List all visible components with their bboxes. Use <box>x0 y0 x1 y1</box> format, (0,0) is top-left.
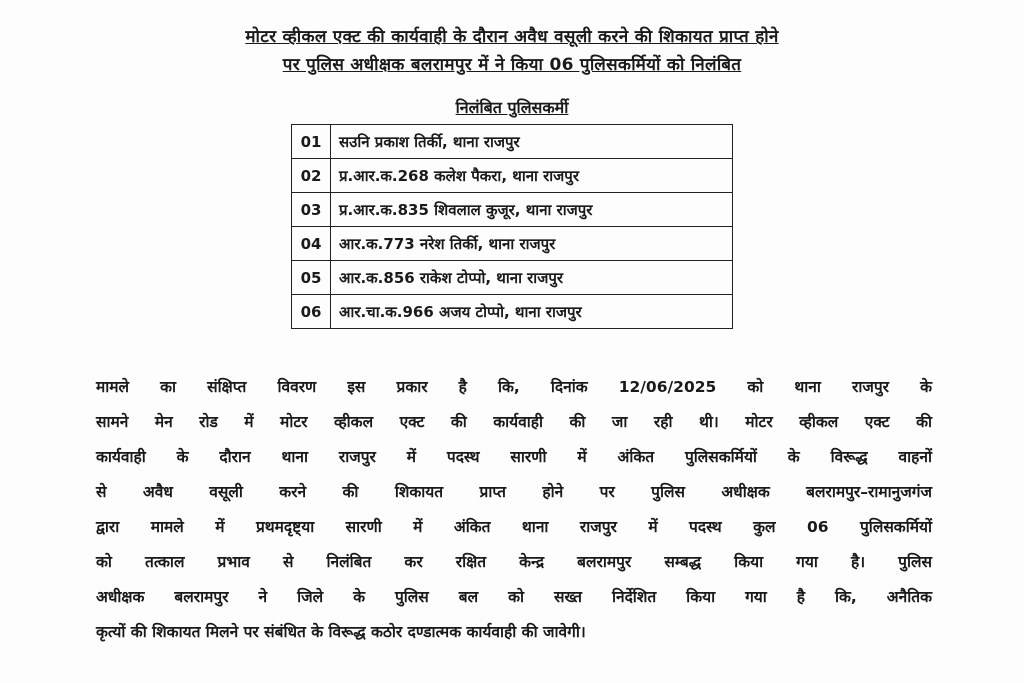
paragraph-line: अधीक्षक बलरामपुर ने जिले के पुलिस बल को सख्त निर्देशित किया गया है कि, अनैतिक <box>96 588 932 606</box>
row-number: 03 <box>292 193 331 227</box>
row-number: 01 <box>292 125 331 159</box>
case-summary-paragraph <box>96 370 932 650</box>
suspended-officers-table <box>291 124 733 329</box>
paragraph-line: कृत्यों की शिकायत मिलने पर संबंधित के विरूद्ध कठोर दण्डात्मक कार्यवाही की जावेगी। <box>96 623 586 641</box>
headline-line-2: पर पुलिस अधीक्षक बलरामपुर में ने किया 06 पुलिसकर्मियों को निलंबित <box>282 55 742 75</box>
officer-entry: सउनि प्रकाश तिर्की, थाना राजपुर <box>331 125 733 159</box>
table-row <box>292 193 733 227</box>
row-number: 02 <box>292 159 331 193</box>
table-row <box>292 125 733 159</box>
officer-entry: आर.क.773 नरेश तिर्की, थाना राजपुर <box>331 227 733 261</box>
table-row <box>292 261 733 295</box>
suspended-officers-heading: निलंबित पुलिसकर्मी <box>455 98 569 117</box>
headline-line-1: मोटर व्हीकल एक्ट की कार्यवाही के दौरान अवैध वसूली करने की शिकायत प्राप्त होने <box>245 27 779 47</box>
row-number: 05 <box>292 261 331 295</box>
table-row <box>292 295 733 329</box>
paragraph-line: को तत्काल प्रभाव से निलंबित कर रक्षित केन्द्र बलरामपुर सम्बद्ध किया गया है। पुलिस <box>96 553 932 571</box>
officer-entry: आर.चा.क.966 अजय टोप्पो, थाना राजपुर <box>331 295 733 329</box>
paragraph-line: कार्यवाही के दौरान थाना राजपुर में पदस्थ सारणी में अंकित पुलिसकर्मियों के विरूद्ध वाहनों <box>96 448 932 466</box>
table-row <box>292 159 733 193</box>
table-row <box>292 227 733 261</box>
officer-entry: प्र.आर.क.268 कलेश पैकरा, थाना राजपुर <box>331 159 733 193</box>
officer-entry: आर.क.856 राकेश टोप्पो, थाना राजपुर <box>331 261 733 295</box>
row-number: 06 <box>292 295 331 329</box>
row-number: 04 <box>292 227 331 261</box>
paragraph-line: सामने मेन रोड में मोटर व्हीकल एक्ट की कार्यवाही की जा रही थी। मोटर व्हीकल एक्ट की <box>96 413 932 431</box>
paragraph-line: मामले का संक्षिप्त विवरण इस प्रकार है कि, दिनांक 12/06/2025 को थाना राजपुर के <box>96 378 932 396</box>
officer-entry: प्र.आर.क.835 शिवलाल कुजूर, थाना राजपुर <box>331 193 733 227</box>
paragraph-line: से अवैध वसूली करने की शिकायत प्राप्त होने पर पुलिस अधीक्षक बलरामपुर–रामानुजगंज <box>96 483 932 501</box>
paragraph-line: द्वारा मामले में प्रथमदृष्ट्या सारणी में अंकित थाना राजपुर में पदस्थ कुल 06 पुलिसकर्मियों <box>96 518 932 536</box>
